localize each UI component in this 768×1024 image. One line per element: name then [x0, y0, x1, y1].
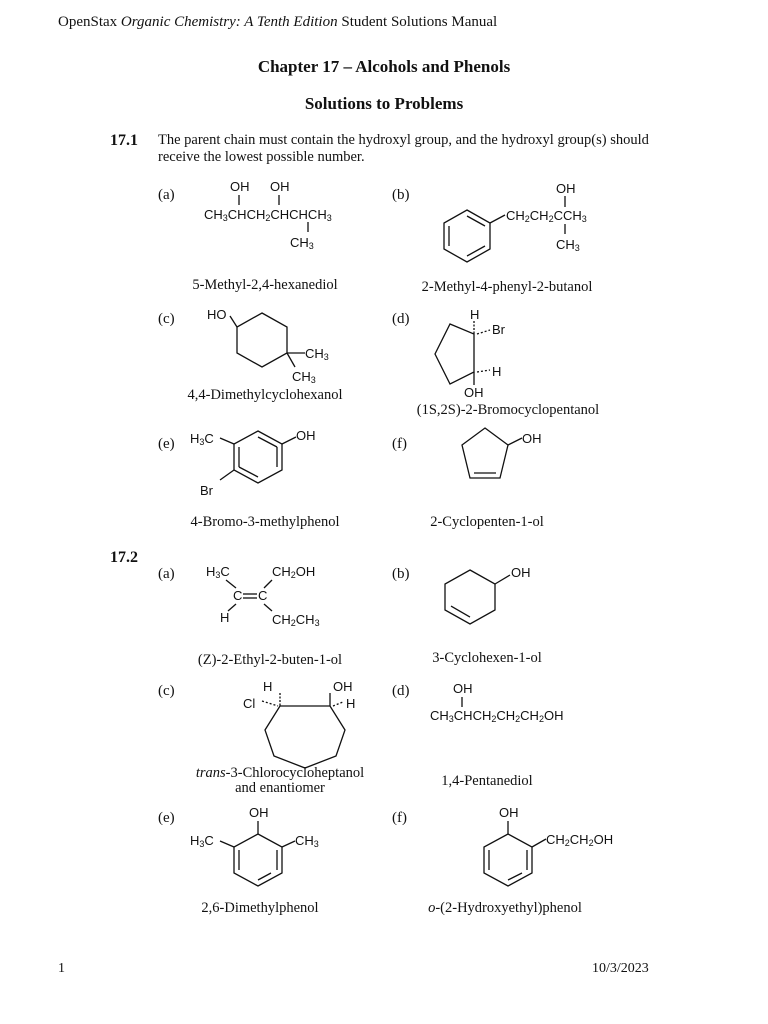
compound-name: 5-Methyl-2,4-hexanediol: [192, 277, 338, 293]
structure-2e-oh: OH: [249, 805, 269, 820]
compound-name: (Z)-2-Ethyl-2-buten-1-ol: [197, 652, 343, 668]
compound-name: trans-3-Chlorocycloheptanol and enantiomer: [195, 765, 365, 796]
structure-2a-c1: C: [233, 588, 243, 603]
structure-2f-oh: OH: [499, 805, 519, 820]
structure-d-br: Br: [492, 322, 505, 337]
part-label: (e): [158, 436, 175, 452]
part-label: (f): [392, 810, 407, 826]
part-label: (a): [158, 187, 175, 203]
compound-name: (1S,2S)-2-Bromocyclopentanol: [416, 402, 600, 418]
compound-name: 4,4-Dimethylcyclohexanol: [187, 387, 343, 403]
structure-e-methyl: $H_3C$: [190, 431, 214, 447]
chapter-title: Chapter 17 – Alcohols and Phenols: [257, 57, 511, 76]
problem-intro: The parent chain must contain the hydroxyl group, and the hydroxyl group(s) should receive the lowest possible number.: [158, 132, 649, 165]
section-title: Solutions to Problems: [304, 94, 464, 113]
structure-2c-h2: H: [346, 696, 356, 711]
structure-2d-oh: OH: [453, 681, 473, 696]
structure-2f-chain: $CH_2CH_2OH$: [546, 832, 614, 848]
structure-d-h-top: H: [470, 307, 480, 322]
structure-a-chain: $CH_3CHCH_2CHCHCH_3$: [204, 207, 332, 223]
structure-2a-methyl: $H_3C$: [206, 564, 230, 580]
compound-name: o-(2-Hydroxyethyl)phenol: [428, 900, 582, 916]
compound-name: 4-Bromo-3-methylphenol: [190, 514, 340, 530]
part-label: (e): [158, 810, 175, 826]
structure-c-methyl1: $CH_3$: [305, 346, 329, 362]
structure-2a-ch2oh: $CH_2OH$: [272, 564, 316, 580]
structure-2a-h: H: [220, 610, 230, 625]
part-label: (b): [392, 187, 410, 203]
structure-b-oh: OH: [556, 181, 576, 196]
compound-name: 1,4-Pentanediol: [441, 773, 533, 789]
structure-2e-methyl1: $H_3C$: [190, 833, 214, 849]
compound-name: 2,6-Dimethylphenol: [201, 900, 319, 916]
structure-f-oh: OH: [522, 431, 542, 446]
structure-a-oh1: OH: [230, 179, 250, 194]
part-label: (c): [158, 311, 175, 327]
running-header: OpenStax Organic Chemistry: A Tenth Edition Student Solutions Manual: [58, 14, 498, 30]
problem-number: 17.1: [110, 132, 138, 149]
structure-c-methyl2: $CH_3$: [292, 369, 316, 385]
compound-name: 3-Cyclohexen-1-ol: [432, 650, 542, 666]
structure-b-chain: $CH_2CH_2CCH_3$: [506, 208, 587, 224]
structure-2c-cl: Cl: [243, 696, 256, 711]
structure-d-oh: OH: [464, 385, 484, 400]
compound-name: 2-Cyclopenten-1-ol: [430, 514, 544, 530]
structure-2e-methyl2: $CH_3$: [295, 833, 319, 849]
structure-e-br: Br: [200, 483, 213, 498]
structure-c-ho: HO: [207, 307, 227, 322]
part-label: (c): [158, 683, 175, 699]
part-label: (f): [392, 436, 407, 452]
problem-number: 17.2: [110, 549, 138, 566]
structure-2c-h: H: [263, 679, 273, 694]
structure-a-methyl: $CH_3$: [290, 235, 314, 251]
compound-name: 2-Methyl-4-phenyl-2-butanol: [421, 279, 593, 295]
part-label: (d): [392, 311, 410, 327]
structure-d-h: H: [492, 364, 502, 379]
part-label: (b): [392, 566, 410, 582]
structure-2d-chain: $CH_3CHCH_2CH_2CH_2OH$: [430, 708, 564, 724]
page-number: 1: [58, 961, 65, 976]
footer-date: 10/3/2023: [592, 961, 649, 976]
structure-2a-ethyl: $CH_2CH_3$: [272, 612, 320, 628]
part-label: (d): [392, 683, 410, 699]
structure-2a-c2: C: [258, 588, 268, 603]
part-label: (a): [158, 566, 175, 582]
structure-a-oh2: OH: [270, 179, 290, 194]
structure-2c-oh: OH: [333, 679, 353, 694]
structure-e-oh: OH: [296, 428, 316, 443]
structure-b-methyl: $CH_3$: [556, 237, 580, 253]
structure-2b-oh: OH: [511, 565, 531, 580]
